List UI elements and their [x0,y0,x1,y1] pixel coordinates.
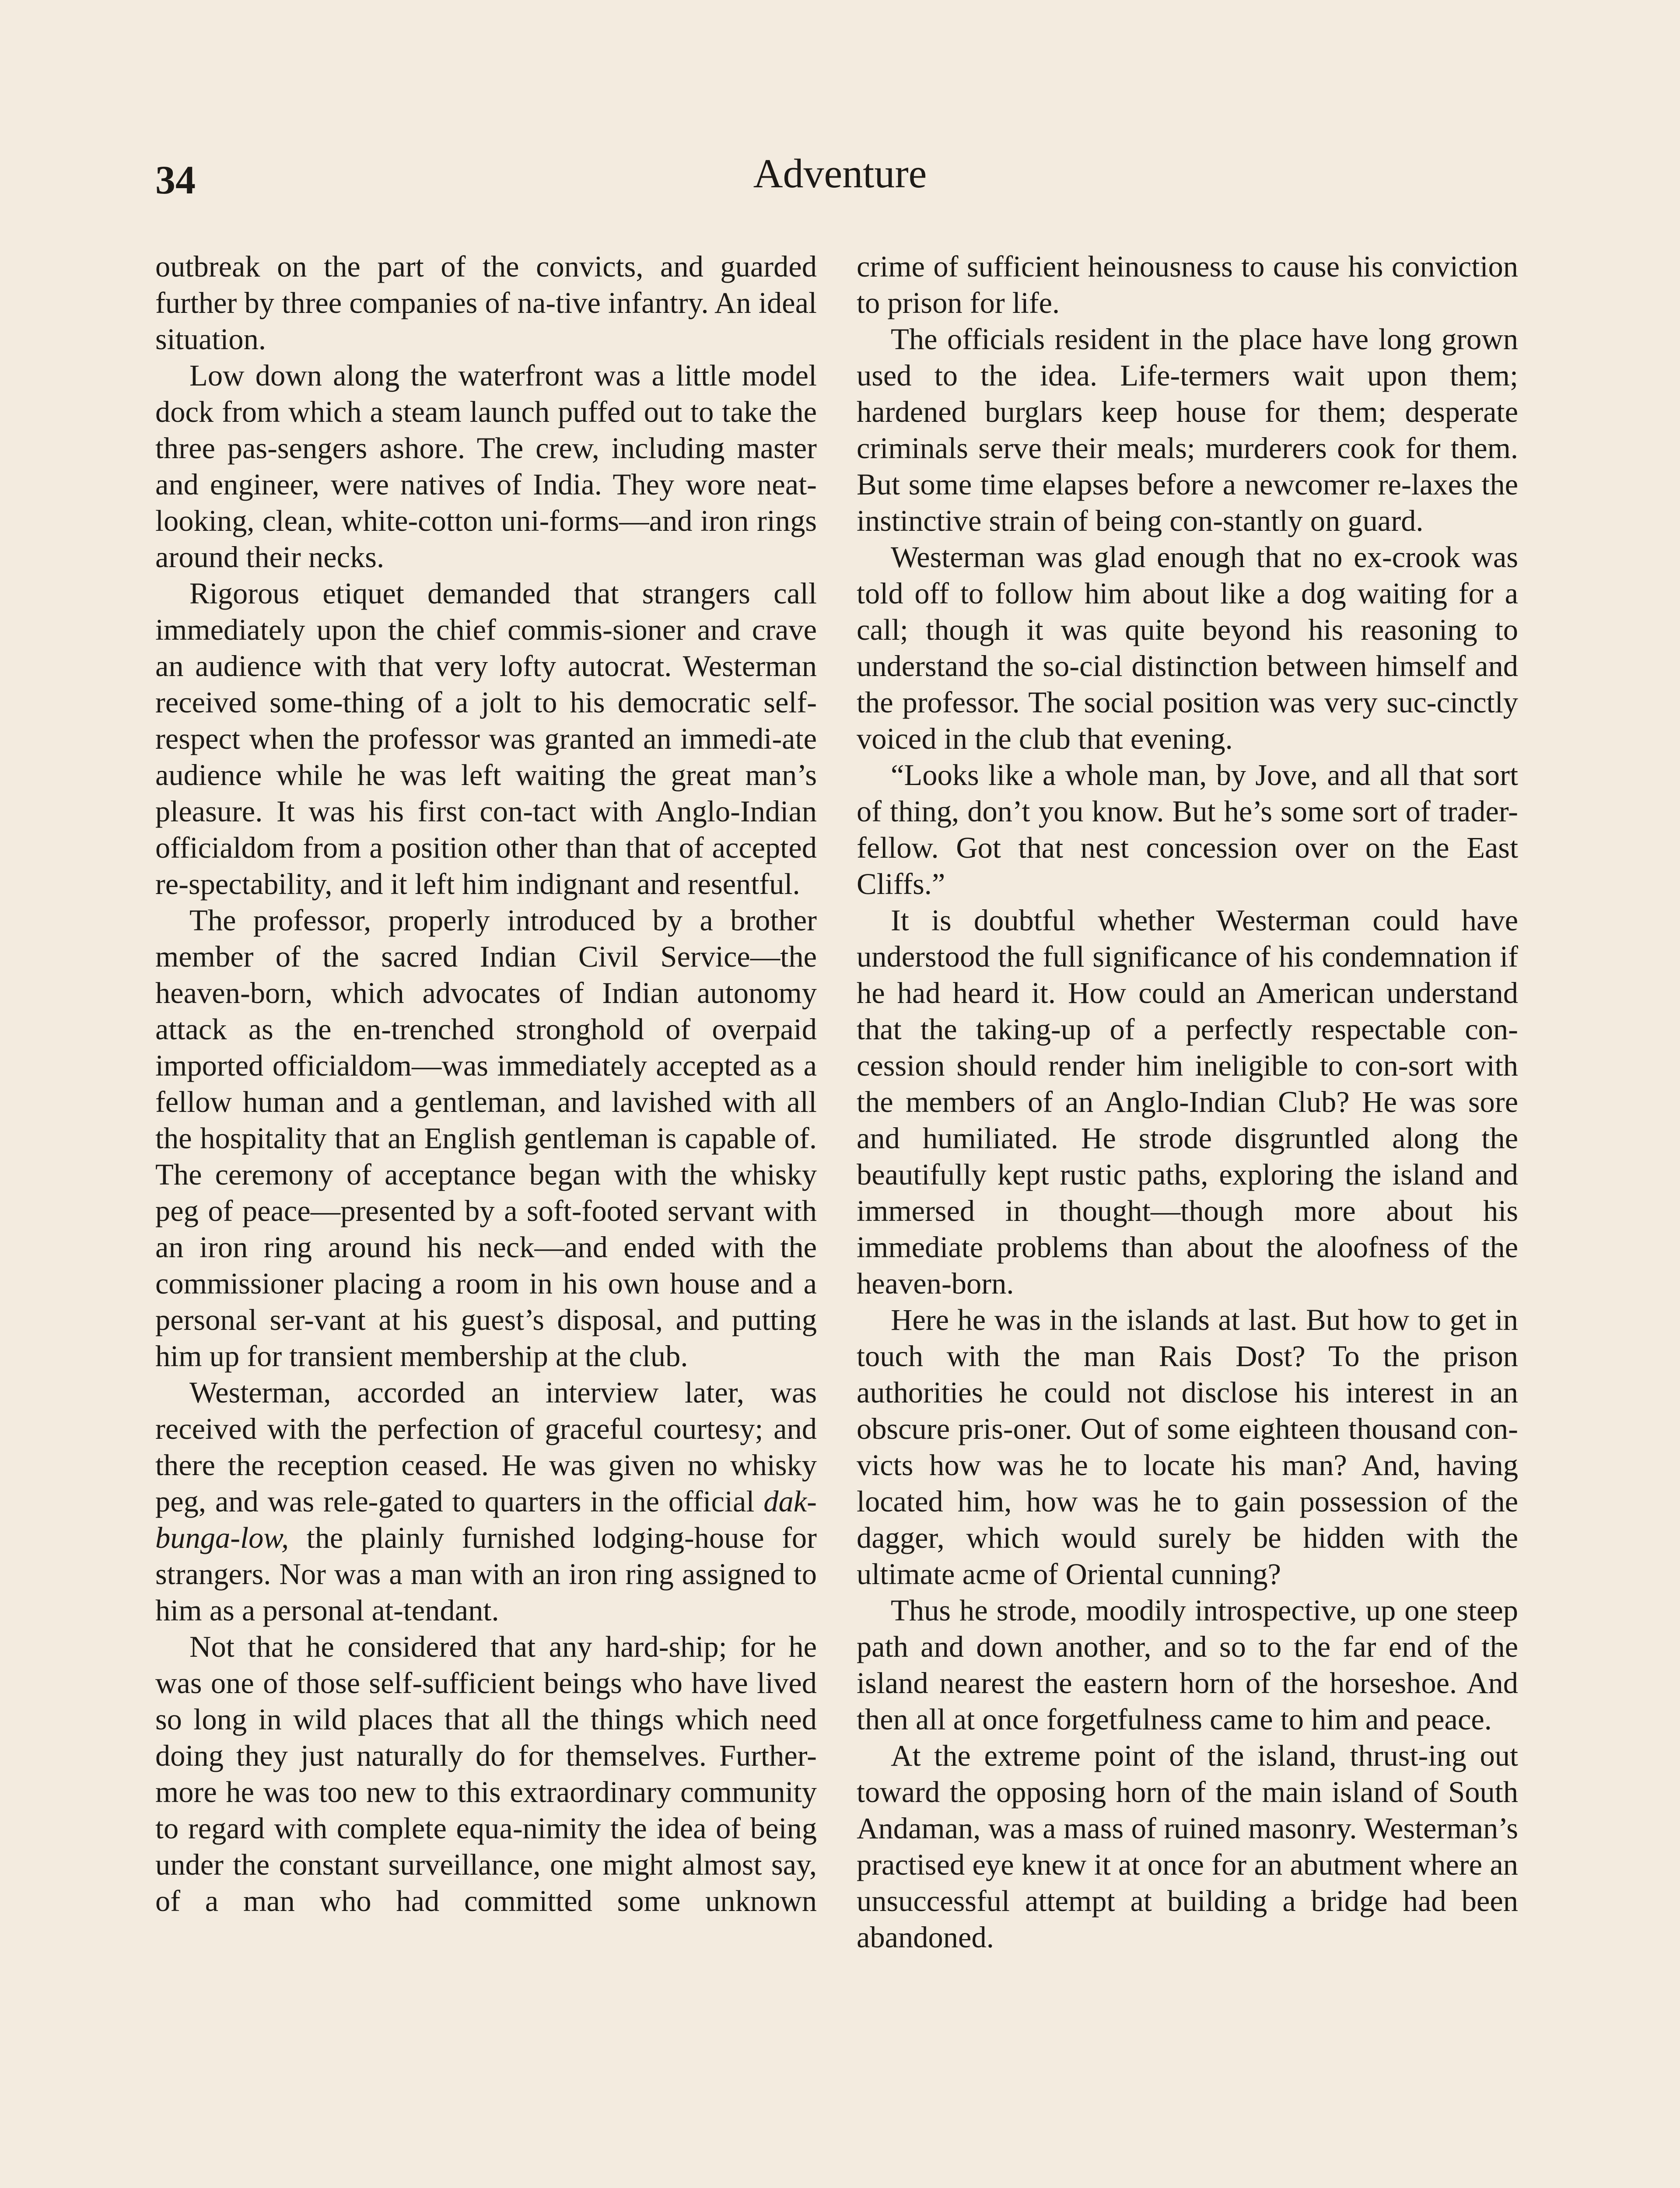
paragraph: crime of sufficient heinousness to cause his conviction to prison for life. [857,250,1518,319]
paragraph: The professor, properly introduced by a brother member of the sacred Indian Civil Service—the heaven-born, which advocates of Indian autonomy attack as the en-trenched stronghold of overpaid imported officialdom—was immediately accepted as a fellow human and a gentleman, and lavished with all the hospitality that an English gentleman is capable of. The ceremony of acceptance began with the whisky peg of peace—presented by a soft-footed servant with an iron ring around his neck—and ended with the commissioner placing a room in his own house and a personal ser-vant at his guest’s disposal, and putting him up for transient membership at the club. [155,904,817,1373]
paragraph: The officials resident in the place have long grown used to the idea. Life-termers wait upon them; hardened burglars keep house for them; desperate criminals serve their meals; murderers cook for them. But some time elapses before a newcomer re-laxes the instinctive strain of being con-stantly on guard. [857,323,1518,537]
paragraph: Here he was in the islands at last. But how to get in touch with the man Rais Dost? To the prison authorities he could not disclose his interest in an obscure pris-oner. Out of some eighteen thousand con-victs how was he to locate his man? And, having located him, how was he to gain possession of the dagger, which would surely be hidden with the ultimate acme of Oriental cunning? [857,1303,1518,1591]
italic-term: dak-bunga-low, [155,1485,817,1554]
paragraph-text: the plainly furnished lodging-house for strangers. Nor was a man with an iron ring assigned to him as a personal at-tendant. [155,1521,817,1627]
paragraph: Westerman was glad enough that no ex-crook was told off to follow him about like a dog waiting for a call; though it was quite beyond his reasoning to understand the so-cial distinction between himself and the professor. The social position was very suc-cinctly voiced in the club that evening. [857,540,1518,755]
paragraph: At the extreme point of the island, thrust-ing out toward the opposing horn of the main island of South Andaman, was a mass of ruined masonry. Westerman’s practised eye knew it at once for an abutment where an unsuccessful attempt at building a bridge had been abandoned. [857,1739,1518,1954]
page-header [155,149,1525,214]
paragraph: Thus he strode, moodily introspective, up one steep path and down another, and so to the far end of the island nearest the eastern horn of the horseshoe. And then all at once forgetfulness came to him and peace. [857,1594,1518,1736]
paragraph: Rigorous etiquet demanded that strangers call immediately upon the chief commis-sioner and crave an audience with that very lofty autocrat. Westerman received some-thing of a jolt to his democratic self-respect when the professor was granted an immedi-ate audience while he was left waiting the great man’s pleasure. It was his first con-tact with Anglo-Indian officialdom from a position other than that of accepted re-spectability, and it left him indignant and resentful. [155,577,817,901]
left-column [155,249,817,1919]
paragraph: It is doubtful whether Westerman could have understood the full significance of his condemnation if he had heard it. How could an American understand that the taking-up of a perfectly respectable con-cession should render him ineligible to con-sort with the members of an Anglo-Indian Club? He was sore and humiliated. He strode disgruntled along the beautifully kept rustic paths, exploring the island and immersed in thought—though more about his immediate problems than about the aloofness of the heaven-born. [857,904,1518,1300]
paragraph: “Looks like a whole man, by Jove, and all that sort of thing, don’t you know. But he’s some sort of trader-fellow. Got that nest concession over on the East Cliffs.” [857,758,1518,901]
right-column [857,249,1518,1956]
paragraph: Not that he considered that any hard-ship; for he was one of those self-sufficient beings who have lived so long in wild places that all the things which need doing they just naturally do for themselves. Further-more he was too new to this extraordinary community to regard with complete equa-nimity the idea of being under the constant surveillance, one might almost say, of a man who had committed some unknown [155,1630,817,1918]
paragraph [155,1375,817,1629]
paragraph-text: Westerman, accorded an interview later, was received with the perfection of graceful courtesy; and there the reception ceased. He was given no whisky peg, and was rele-gated to quarters in the official [155,1376,817,1518]
page-number: 34 [155,158,196,202]
running-title: Adventure [753,151,927,196]
paragraph: outbreak on the part of the convicts, and guarded further by three companies of na-tive infantry. An ideal situation. [155,250,817,356]
paragraph: Low down along the waterfront was a little model dock from which a steam launch puffed out to take the three pas-sengers ashore. The crew, including master and engineer, were natives of India. They wore neat-looking, clean, white-cotton uni-forms—and iron rings around their necks. [155,359,817,574]
